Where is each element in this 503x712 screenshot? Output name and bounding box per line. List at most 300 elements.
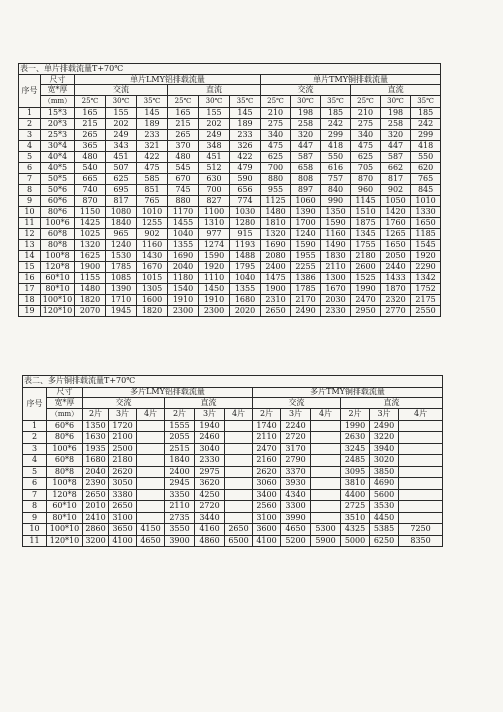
temp-header: 30℃ [106, 96, 137, 108]
size-cell: 25*3 [41, 130, 75, 141]
value-cell: 4450 [370, 512, 399, 524]
value-cell: 1300 [321, 273, 351, 284]
value-cell: 4650 [137, 535, 165, 547]
value-cell: 1900 [75, 262, 106, 273]
value-cell: 1060 [291, 196, 321, 207]
value-cell: 870 [75, 196, 106, 207]
value-cell [311, 466, 341, 478]
size-cell: 60*10 [41, 273, 75, 284]
value-cell: 1935 [83, 443, 109, 455]
value-cell: 6250 [370, 535, 399, 547]
value-cell: 275 [351, 119, 381, 130]
value-cell: 370 [168, 141, 199, 152]
value-cell: 2460 [195, 432, 225, 444]
value-cell: 2240 [281, 420, 311, 432]
value-cell: 2600 [351, 262, 381, 273]
table-row [23, 501, 443, 513]
row-number: 1 [19, 108, 41, 119]
value-cell: 3440 [195, 512, 225, 524]
value-cell: 189 [137, 119, 168, 130]
value-cell: 1955 [291, 251, 321, 262]
value-cell: 2410 [83, 512, 109, 524]
value-cell: 1755 [351, 240, 381, 251]
table-row [19, 262, 441, 273]
temp-header: 35℃ [411, 96, 441, 108]
cu-dc-header: 直流 [351, 85, 441, 96]
value-cell: 343 [106, 141, 137, 152]
value-cell: 5200 [281, 535, 311, 547]
value-cell: 1085 [106, 273, 137, 284]
value-cell: 2550 [411, 306, 441, 317]
value-cell: 2400 [165, 466, 195, 478]
table-row [19, 196, 441, 207]
value-cell [225, 455, 253, 467]
value-cell: 990 [321, 196, 351, 207]
value-cell: 1795 [230, 262, 261, 273]
value-cell: 3020 [370, 455, 399, 467]
value-cell: 145 [137, 108, 168, 119]
value-cell: 5600 [370, 489, 399, 501]
value-cell: 1525 [351, 273, 381, 284]
value-cell: 265 [75, 130, 106, 141]
value-cell: 1690 [168, 251, 199, 262]
value-cell: 242 [321, 119, 351, 130]
value-cell: 1720 [109, 420, 137, 432]
value-cell: 1150 [75, 207, 106, 218]
size-cell: 30*4 [41, 141, 75, 152]
value-cell: 2490 [291, 306, 321, 317]
value-cell: 1920 [199, 262, 230, 273]
table-row [19, 273, 441, 284]
size-cell: 100*6 [41, 218, 75, 229]
value-cell: 6500 [225, 535, 253, 547]
value-cell: 198 [381, 108, 411, 119]
value-cell: 2860 [83, 524, 109, 536]
size-cell: 15*3 [41, 108, 75, 119]
value-cell: 1910 [168, 295, 199, 306]
value-cell: 2500 [109, 443, 137, 455]
size-cell: 60*8 [41, 229, 75, 240]
value-cell: 3900 [165, 535, 195, 547]
value-cell: 1590 [321, 218, 351, 229]
single-busbar-table [18, 63, 441, 317]
size-cell: 60*6 [41, 196, 75, 207]
size-cell: 40*4 [41, 152, 75, 163]
value-cell: 670 [168, 174, 199, 185]
table-row [19, 152, 441, 163]
value-cell: 1100 [199, 207, 230, 218]
row-number: 8 [19, 185, 41, 196]
row-number: 14 [19, 251, 41, 262]
row-number: 5 [23, 466, 47, 478]
value-cell: 2630 [341, 432, 370, 444]
row-number: 7 [23, 489, 47, 501]
value-cell: 630 [199, 174, 230, 185]
value-cell: 2770 [381, 306, 411, 317]
value-cell: 1433 [381, 273, 411, 284]
al-dc-header: 直流 [165, 397, 253, 409]
value-cell: 3245 [341, 443, 370, 455]
value-cell: 3300 [281, 501, 311, 513]
value-cell: 507 [106, 163, 137, 174]
value-cell: 757 [321, 174, 351, 185]
value-cell: 960 [351, 185, 381, 196]
value-cell: 1600 [137, 295, 168, 306]
value-cell: 258 [291, 119, 321, 130]
value-cell: 145 [230, 108, 261, 119]
temp-header: 35℃ [321, 96, 351, 108]
value-cell: 1080 [106, 207, 137, 218]
row-number: 11 [19, 218, 41, 229]
value-cell: 977 [199, 229, 230, 240]
size-cell: 120*8 [41, 262, 75, 273]
value-cell: 2040 [83, 466, 109, 478]
value-cell: 265 [168, 130, 199, 141]
value-cell: 4325 [341, 524, 370, 536]
value-cell: 1510 [351, 207, 381, 218]
pieces-header: 3片 [281, 409, 311, 421]
value-cell: 3350 [165, 489, 195, 501]
value-cell: 4250 [195, 489, 225, 501]
al-ac-header: 交流 [83, 397, 165, 409]
value-cell: 1990 [341, 420, 370, 432]
size-cell: 100*10 [41, 295, 75, 306]
value-cell: 4340 [281, 489, 311, 501]
value-cell: 299 [411, 130, 441, 141]
value-cell [137, 432, 165, 444]
row-number: 10 [23, 524, 47, 536]
value-cell: 2320 [381, 295, 411, 306]
value-cell: 765 [137, 196, 168, 207]
value-cell: 656 [230, 185, 261, 196]
row-number: 15 [19, 262, 41, 273]
row-number: 3 [19, 130, 41, 141]
value-cell: 2175 [411, 295, 441, 306]
value-cell: 2010 [83, 501, 109, 513]
al-header: 多片LMY铝排载流量 [83, 387, 253, 397]
value-cell: 1345 [351, 229, 381, 240]
table-row [23, 466, 443, 478]
value-cell: 340 [261, 130, 291, 141]
value-cell: 1355 [230, 284, 261, 295]
pieces-header: 4片 [225, 409, 253, 421]
value-cell: 545 [168, 163, 199, 174]
value-cell: 275 [261, 119, 291, 130]
value-cell: 2485 [341, 455, 370, 467]
value-cell: 233 [230, 130, 261, 141]
value-cell: 2160 [253, 455, 281, 467]
pieces-header: 2片 [253, 409, 281, 421]
value-cell: 4100 [109, 535, 137, 547]
value-cell: 625 [261, 152, 291, 163]
row-number: 9 [19, 196, 41, 207]
size-cell: 80*10 [41, 284, 75, 295]
value-cell: 3530 [370, 501, 399, 513]
value-cell: 590 [230, 174, 261, 185]
value-cell: 326 [230, 141, 261, 152]
value-cell: 1488 [230, 251, 261, 262]
size-cell: 50*6 [41, 185, 75, 196]
value-cell [311, 455, 341, 467]
value-cell: 1350 [83, 420, 109, 432]
value-cell: 2470 [351, 295, 381, 306]
value-cell: 587 [381, 152, 411, 163]
value-cell: 447 [291, 141, 321, 152]
size-header: 尺寸 [47, 387, 83, 397]
seq-header: 序号 [23, 387, 47, 420]
value-cell [225, 478, 253, 490]
value-cell: 3400 [253, 489, 281, 501]
size-cell: 20*3 [41, 119, 75, 130]
value-cell: 1010 [411, 196, 441, 207]
value-cell: 620 [411, 163, 441, 174]
size-subheader: 宽*厚 [47, 397, 83, 409]
value-cell: 2040 [168, 262, 199, 273]
value-cell: 2515 [165, 443, 195, 455]
value-cell [225, 443, 253, 455]
al-dc-header: 直流 [168, 85, 261, 96]
value-cell: 2290 [411, 262, 441, 273]
value-cell: 2050 [381, 251, 411, 262]
value-cell: 1425 [75, 218, 106, 229]
value-cell: 451 [199, 152, 230, 163]
value-cell: 1670 [137, 262, 168, 273]
row-number: 7 [19, 174, 41, 185]
value-cell: 540 [75, 163, 106, 174]
value-cell: 965 [106, 229, 137, 240]
table-row [19, 284, 441, 295]
value-cell: 665 [75, 174, 106, 185]
size-cell: 80*6 [41, 207, 75, 218]
table-row [19, 119, 441, 130]
value-cell: 165 [75, 108, 106, 119]
value-cell: 1590 [199, 251, 230, 262]
table-row [23, 524, 443, 536]
value-cell: 1555 [165, 420, 195, 432]
pieces-header: 3片 [370, 409, 399, 421]
value-cell: 1193 [230, 240, 261, 251]
value-cell: 2310 [261, 295, 291, 306]
value-cell [137, 512, 165, 524]
table-row [19, 218, 441, 229]
temp-header: 30℃ [291, 96, 321, 108]
value-cell [399, 455, 443, 467]
size-cell: 100*8 [41, 251, 75, 262]
cu-header: 多片TMY铜排载流量 [253, 387, 443, 397]
table-row [19, 306, 441, 317]
value-cell: 2620 [109, 466, 137, 478]
value-cell: 3620 [195, 478, 225, 490]
value-cell: 2735 [165, 512, 195, 524]
value-cell: 808 [291, 174, 321, 185]
value-cell: 1900 [261, 284, 291, 295]
value-cell: 418 [411, 141, 441, 152]
value-cell: 1310 [199, 218, 230, 229]
value-cell: 1625 [75, 251, 106, 262]
value-cell: 658 [291, 163, 321, 174]
value-cell: 2440 [381, 262, 411, 273]
temp-header: 25℃ [168, 96, 199, 108]
value-cell: 365 [75, 141, 106, 152]
value-cell [137, 489, 165, 501]
value-cell [225, 501, 253, 513]
value-cell: 185 [321, 108, 351, 119]
value-cell: 165 [168, 108, 199, 119]
value-cell: 475 [351, 141, 381, 152]
pieces-header: 3片 [195, 409, 225, 421]
value-cell: 745 [168, 185, 199, 196]
value-cell: 3040 [195, 443, 225, 455]
value-cell: 817 [381, 174, 411, 185]
pieces-header: 4片 [137, 409, 165, 421]
value-cell [137, 478, 165, 490]
value-cell: 1450 [199, 284, 230, 295]
value-cell: 955 [261, 185, 291, 196]
value-cell [137, 443, 165, 455]
pieces-header: 2片 [165, 409, 195, 421]
value-cell: 1540 [168, 284, 199, 295]
value-cell: 249 [199, 130, 230, 141]
value-cell: 320 [381, 130, 411, 141]
value-cell: 765 [411, 174, 441, 185]
table-row [23, 535, 443, 547]
value-cell: 625 [351, 152, 381, 163]
row-number: 13 [19, 240, 41, 251]
value-cell: 1160 [137, 240, 168, 251]
value-cell: 2950 [351, 306, 381, 317]
value-cell: 3100 [109, 512, 137, 524]
value-cell: 418 [321, 141, 351, 152]
value-cell: 2390 [83, 478, 109, 490]
value-cell: 475 [261, 141, 291, 152]
value-cell: 5000 [341, 535, 370, 547]
value-cell: 2110 [321, 262, 351, 273]
value-cell: 827 [199, 196, 230, 207]
temp-header: 25℃ [351, 96, 381, 108]
value-cell: 3220 [370, 432, 399, 444]
value-cell: 202 [199, 119, 230, 130]
table2-body [23, 420, 443, 547]
al-header: 单片LMY铝排载流量 [75, 75, 261, 85]
value-cell: 3200 [83, 535, 109, 547]
value-cell: 5385 [370, 524, 399, 536]
value-cell: 475 [137, 163, 168, 174]
value-cell: 2110 [165, 501, 195, 513]
value-cell [225, 489, 253, 501]
value-cell: 1240 [291, 229, 321, 240]
value-cell [311, 432, 341, 444]
value-cell: 616 [321, 163, 351, 174]
value-cell: 880 [168, 196, 199, 207]
size-cell: 80*10 [47, 512, 83, 524]
value-cell [225, 466, 253, 478]
value-cell: 321 [137, 141, 168, 152]
value-cell: 2030 [321, 295, 351, 306]
value-cell: 512 [199, 163, 230, 174]
cu-ac-header: 交流 [261, 85, 351, 96]
value-cell: 3060 [253, 478, 281, 490]
value-cell: 2490 [370, 420, 399, 432]
value-cell: 3650 [109, 524, 137, 536]
value-cell: 1185 [411, 229, 441, 240]
value-cell: 210 [351, 108, 381, 119]
value-cell [137, 420, 165, 432]
value-cell: 2330 [321, 306, 351, 317]
value-cell: 1760 [381, 218, 411, 229]
value-cell: 4860 [195, 535, 225, 547]
value-cell: 1040 [168, 229, 199, 240]
value-cell: 1670 [321, 284, 351, 295]
value-cell: 662 [381, 163, 411, 174]
value-cell: 2055 [165, 432, 195, 444]
temp-header: 35℃ [137, 96, 168, 108]
row-number: 19 [19, 306, 41, 317]
table-row [23, 512, 443, 524]
value-cell: 4690 [370, 478, 399, 490]
value-cell: 587 [291, 152, 321, 163]
value-cell: 1940 [195, 420, 225, 432]
size-cell: 100*10 [47, 524, 83, 536]
table-row [23, 443, 443, 455]
cu-ac-header: 交流 [253, 397, 341, 409]
value-cell: 700 [199, 185, 230, 196]
value-cell: 840 [321, 185, 351, 196]
value-cell: 3095 [341, 466, 370, 478]
value-cell: 2330 [195, 455, 225, 467]
value-cell: 340 [351, 130, 381, 141]
multi-busbar-table [22, 375, 443, 547]
value-cell: 3930 [281, 478, 311, 490]
value-cell: 817 [106, 196, 137, 207]
value-cell [311, 478, 341, 490]
value-cell: 155 [106, 108, 137, 119]
size-header: 尺寸 [41, 75, 75, 85]
size-cell: 100*8 [47, 478, 83, 490]
value-cell: 1125 [261, 196, 291, 207]
row-number: 4 [19, 141, 41, 152]
value-cell: 2945 [165, 478, 195, 490]
value-cell: 422 [137, 152, 168, 163]
size-subheader: 宽*厚 [41, 85, 75, 96]
value-cell: 870 [351, 174, 381, 185]
value-cell: 897 [291, 185, 321, 196]
value-cell: 1530 [106, 251, 137, 262]
value-cell: 3550 [165, 524, 195, 536]
al-ac-header: 交流 [75, 85, 168, 96]
size-cell: 60*8 [47, 455, 83, 467]
value-cell: 1280 [230, 218, 261, 229]
value-cell [225, 432, 253, 444]
value-cell [399, 478, 443, 490]
value-cell: 233 [137, 130, 168, 141]
value-cell [311, 420, 341, 432]
value-cell: 1390 [291, 207, 321, 218]
table1-caption: 表一、单片排载流量T+70℃ [19, 64, 441, 75]
value-cell: 2720 [195, 501, 225, 513]
value-cell: 1810 [261, 218, 291, 229]
value-cell: 2470 [253, 443, 281, 455]
value-cell: 2650 [83, 489, 109, 501]
size-unit: （mm） [41, 96, 75, 108]
temp-header: 25℃ [75, 96, 106, 108]
table-row [23, 420, 443, 432]
size-cell: 120*8 [47, 489, 83, 501]
value-cell: 422 [230, 152, 261, 163]
size-cell: 120*10 [47, 535, 83, 547]
row-number: 4 [23, 455, 47, 467]
value-cell: 447 [381, 141, 411, 152]
value-cell: 2100 [109, 432, 137, 444]
